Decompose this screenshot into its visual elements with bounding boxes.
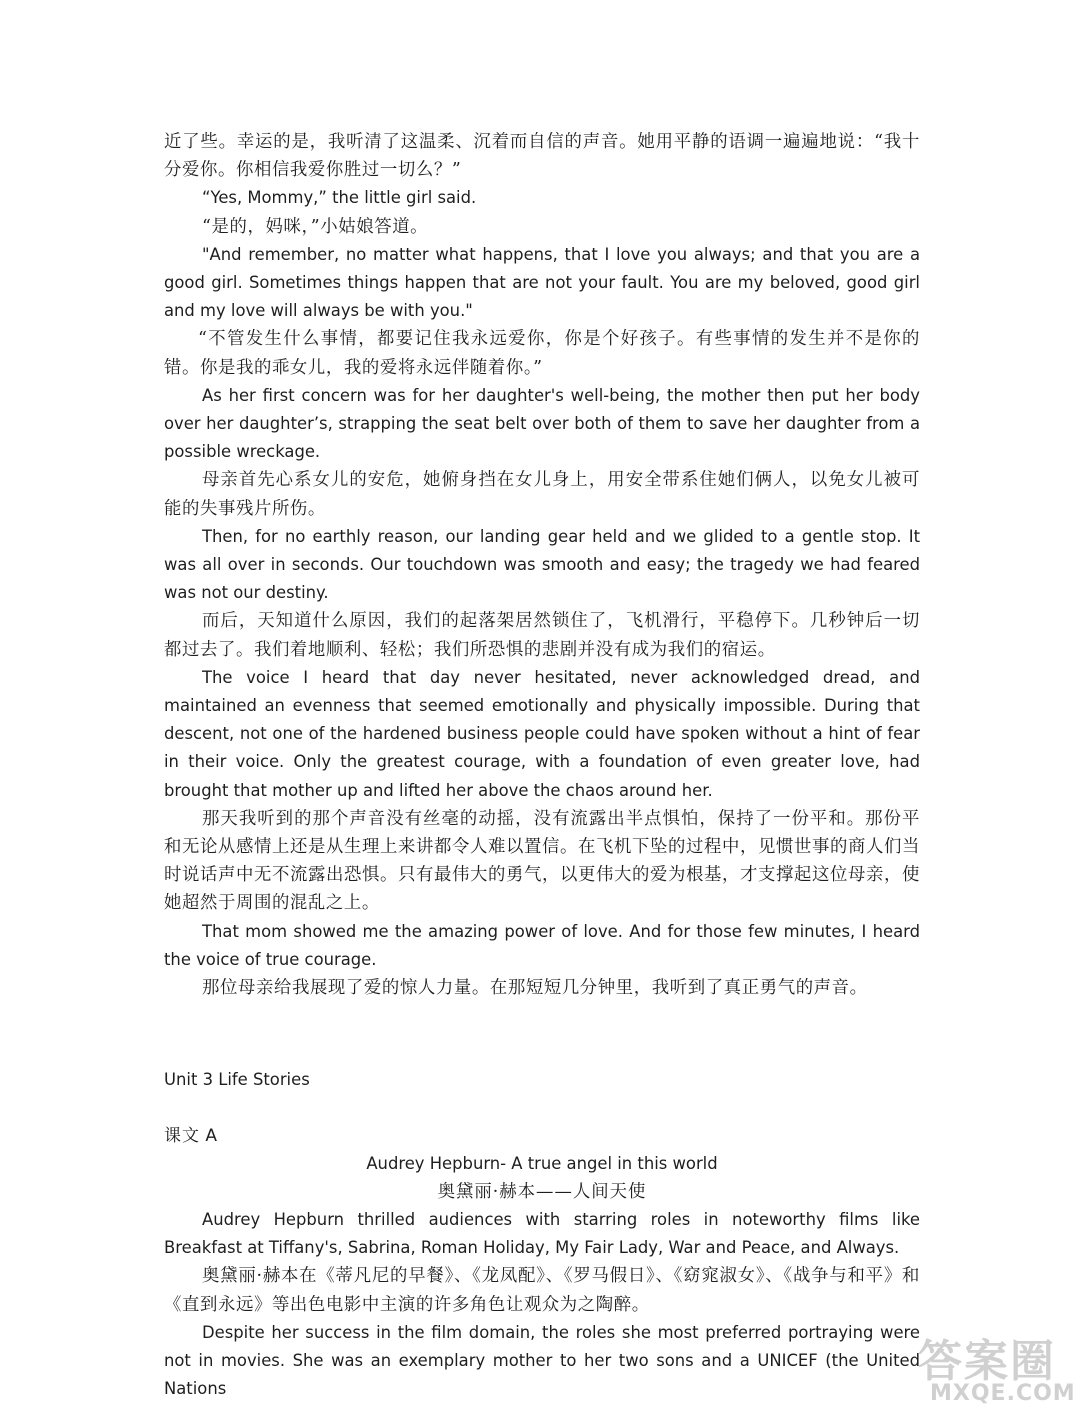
document-body bbox=[164, 128, 920, 1002]
paragraph-en-3: As her first concern was for her daughter's well-being, the mother then put her body over her daughter’s, strapping the seat belt over both of them to save her daughter from a possible wreckage. bbox=[164, 385, 920, 462]
article-paragraph-en-2: Despite her success in the film domain, the roles she most preferred portraying were not in movies. She was an exemplary mother to her two sons and a UNICEF (the United Nations bbox=[164, 1322, 920, 1399]
unit-heading: Unit 3 Life Stories bbox=[164, 1070, 310, 1089]
paragraph-en-6: That mom showed me the amazing power of love. And for those few minutes, I heard the voice of true courage. bbox=[164, 921, 920, 969]
site-watermark bbox=[900, 1325, 1076, 1413]
article-title-en: Audrey Hepburn- A true angel in this world bbox=[366, 1154, 718, 1173]
watermark-site-text: MXQE.COM bbox=[930, 1381, 1076, 1406]
paragraph-zh-dialogue-1: “是的，妈咪，”小姑娘答道。 bbox=[202, 216, 429, 237]
article-paragraph-en-1: Audrey Hepburn thrilled audiences with starring roles in noteworthy films like Breakfast at Tiffany's, Sabrina, Roman Holiday, My Fair Lady, War and Peace, and Always. bbox=[164, 1210, 920, 1258]
text-label-letter: A bbox=[205, 1126, 218, 1146]
paragraph-en-2: "And remember, no matter what happens, that I love you always; and that you are a good girl. Sometimes things happen that are not your fault. You are my beloved, good girl and my love will always be with you." bbox=[164, 244, 920, 321]
paragraph-zh-2: “不管发生什么事情，都要记住我永远爱你，你是个好孩子。有些事情的发生并不是你的错。你是我的乖女儿，我的爱将永远伴随着你。” bbox=[164, 329, 920, 378]
text-label bbox=[164, 1122, 217, 1150]
paragraph-zh-6: 那位母亲给我展现了爱的惊人力量。在那短短几分钟里，我听到了真正勇气的声音。 bbox=[202, 978, 868, 999]
paragraph-en-4: Then, for no earthly reason, our landing gear held and we glided to a gentle stop. It was all over in seconds. Our touchdown was smooth and easy; the tragedy we had feared was not our destiny. bbox=[164, 526, 920, 603]
text-label-zh: 课文 bbox=[164, 1126, 200, 1146]
article-title-zh: 奥黛丽·赫本——人间天使 bbox=[437, 1182, 647, 1202]
paragraph-en-5: The voice I heard that day never hesitated, never acknowledged dread, and maintained an evenness that seemed emotionally and physically impossible. During that descent, not one of the hardened business people could have spoken without a hint of fear in their voice. Only the greatest courage, with a foundation of even greater love, had brought that mother up and lifted her above the chaos around her. bbox=[164, 667, 920, 800]
paragraph-zh-3: 母亲首先心系女儿的安危，她俯身挡在女儿身上，用安全带系住她们俩人，以免女儿被可能的失事残片所伤。 bbox=[164, 470, 920, 519]
paragraph-zh-5: 那天我听到的那个声音没有丝毫的动摇，没有流露出半点惧怕，保持了一份平和。那份平和无论从感情上还是从生理上来讲都令人难以置信。在飞机下坠的过程中，见惯世事的商人们当时说话声中无不流露出恐惧。只有最伟大的勇气，以更伟大的爱为根基，才支撑起这位母亲，使她超然于周围的混乱之上。 bbox=[164, 808, 920, 914]
paragraph-zh-4: 而后，天知道什么原因，我们的起落架居然锁住了，飞机滑行，平稳停下。几秒钟后一切都过去了。我们着地顺利、轻松；我们所恐惧的悲剧并没有成为我们的宿运。 bbox=[164, 611, 920, 660]
watermark-logo-text: 答案圈 bbox=[918, 1336, 1056, 1387]
paragraph-zh-1: 近了些。幸运的是，我听清了这温柔、沉着而自信的声音。她用平静的语调一遍遍地说：“我十分爱你。你相信我爱你胜过一切么？” bbox=[164, 132, 920, 181]
paragraph-en-dialogue-1: “Yes, Mommy,” the little girl said. bbox=[202, 188, 477, 208]
article bbox=[164, 1150, 920, 1403]
article-paragraph-zh-1: 奥黛丽·赫本在《蒂凡尼的早餐》、《龙凤配》、《罗马假日》、《窈窕淑女》、《战争与和平》和《直到永远》等出色电影中主演的许多角色让观众为之陶醉。 bbox=[164, 1266, 920, 1315]
